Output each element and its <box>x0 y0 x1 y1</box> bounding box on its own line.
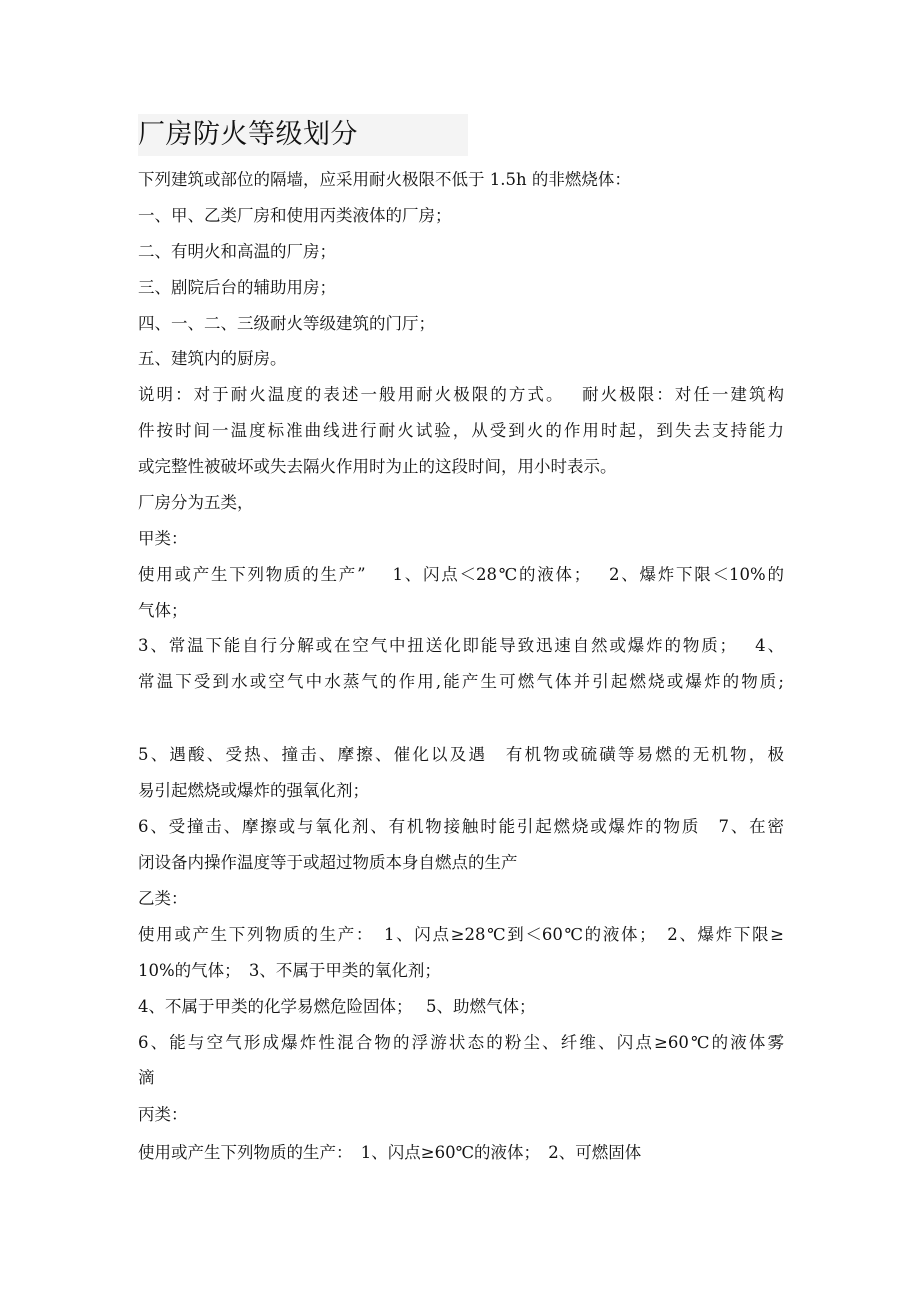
class-b-heading: 乙类： <box>138 889 188 908</box>
list-item-3: 三、剧院后台的辅助用房； <box>138 278 336 297</box>
class-b-line-4: 6、能与空气形成爆炸性混合物的浮游状态的粉尘、纤维、闪点≥60℃的液体雾 <box>138 1033 784 1052</box>
list-item-1: 一、甲、乙类厂房和使用丙类液体的厂房； <box>138 206 452 225</box>
class-a-line-6: 易引起燃烧或爆炸的强氧化剂； <box>138 781 369 800</box>
category-intro: 厂房分为五类， <box>138 493 254 512</box>
class-b-line-3: 4、不属于甲类的化学易燃危险固体； 5、助燃气体； <box>138 997 536 1016</box>
class-a-line-3: 3、常温下能自行分解或在空气中扭送化即能导致迅速自然或爆炸的物质； 4、 <box>138 636 784 655</box>
class-a-line-8: 闭设备内操作温度等于或超过物质本身自燃点的生产 <box>138 853 518 872</box>
class-a-line-5: 5、遇酸、受热、撞击、摩擦、催化以及遇 有机物或硫磺等易燃的无机物，极 <box>138 745 784 764</box>
explanation-line-1: 说明：对于耐火温度的表述一般用耐火极限的方式。 耐火极限：对任一建筑构 <box>138 385 784 404</box>
explanation-line-3: 或完整性被破坏或失去隔火作用时为止的这段时间，用小时表示。 <box>138 457 617 476</box>
list-item-2: 二、有明火和高温的厂房； <box>138 242 336 261</box>
class-a-line-4: 常温下受到水或空气中水蒸气的作用,能产生可燃气体并引起燃烧或爆炸的物质; <box>138 672 784 691</box>
class-a-line-2: 气体； <box>138 601 188 620</box>
list-item-5: 五、建筑内的厨房。 <box>138 349 287 368</box>
class-b-line-1: 使用或产生下列物质的生产： 1、闪点≥28℃到＜60℃的液体； 2、爆炸下限≥ <box>138 925 784 944</box>
class-b-line-5: 滴 <box>138 1068 155 1087</box>
list-item-4: 四、一、二、三级耐火等级建筑的门厅； <box>138 314 435 333</box>
intro-line: 下列建筑或部位的隔墙，应采用耐火极限不低于 1.5h 的非燃烧体： <box>138 170 631 189</box>
class-a-line-7: 6、受撞击、摩擦或与氧化剂、有机物接触时能引起燃烧或爆炸的物质 7、在密 <box>138 817 784 836</box>
class-b-line-2: 10%的气体； 3、不属于甲类的氧化剂； <box>138 961 441 980</box>
class-a-line-1: 使用或产生下列物质的生产” 1、闪点＜28℃的液体； 2、爆炸下限＜10%的 <box>138 565 784 584</box>
class-c-line-1: 使用或产生下列物质的生产： 1、闪点≥60℃的液体； 2、可燃固体 <box>138 1143 642 1162</box>
explanation-line-2: 件按时间一温度标准曲线进行耐火试验，从受到火的作用时起，到失去支持能力 <box>138 421 784 440</box>
document-title: 厂房防火等级划分 <box>138 114 468 156</box>
class-a-heading: 甲类： <box>138 529 188 548</box>
class-c-heading: 丙类： <box>138 1105 188 1124</box>
